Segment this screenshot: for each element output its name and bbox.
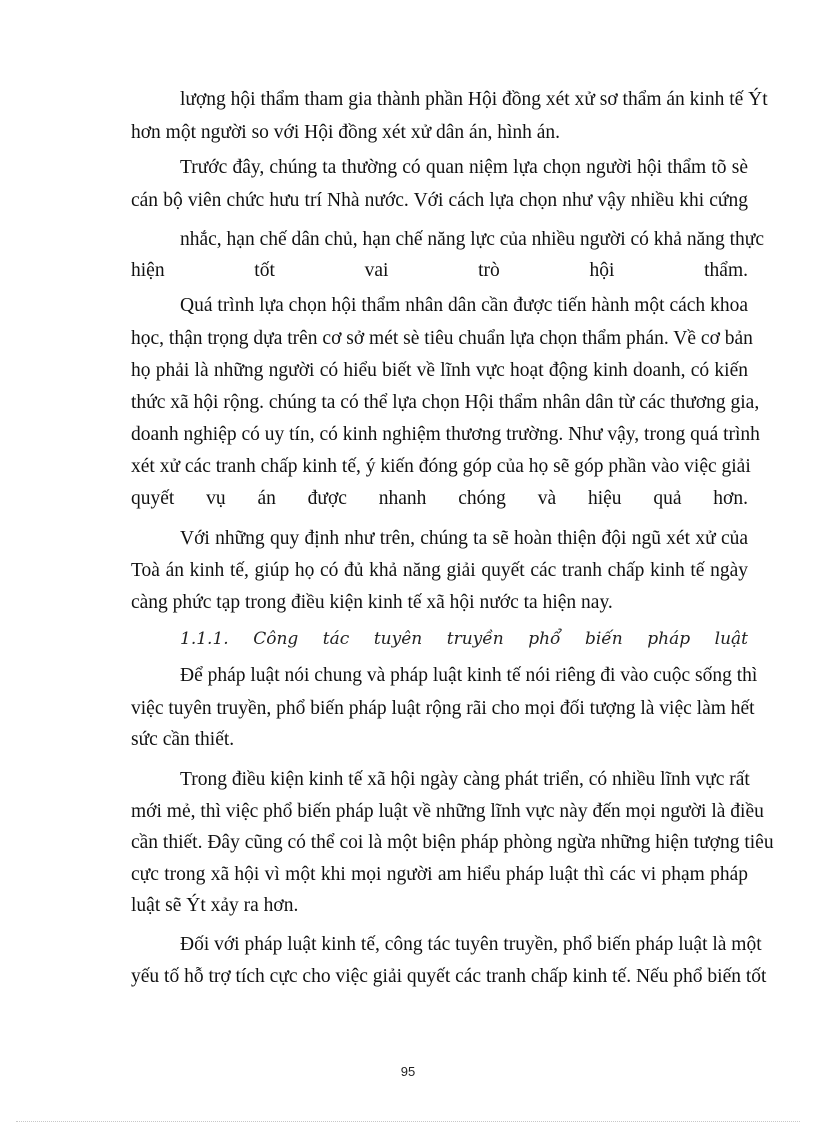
section-heading: 1.1.1. Công tác tuyên truyền phổ biến pháp luật xyxy=(180,629,748,649)
text-line: học, thận trọng dựa trên cơ sở mét sè tiêu chuẩn lựa chọn thẩm phán. Về cơ bản xyxy=(131,328,753,349)
text-line: Trước đây, chúng ta thường có quan niệm lựa chọn người hội thẩm tõ sè xyxy=(180,157,748,178)
text-line: Toà án kinh tế, giúp họ có đủ khả năng giải quyết các tranh chấp kinh tế ngày xyxy=(131,560,748,581)
page-number: 95 xyxy=(400,1064,416,1079)
text-line: thức xã hội rộng. chúng ta có thể lựa chọn Hội thẩm nhân dân từ các thương gia, xyxy=(131,392,760,413)
text-line: họ phải là những người có hiểu biết về lĩnh vực hoạt động kinh doanh, có kiến xyxy=(131,360,748,381)
text-line: nhắc, hạn chế dân chủ, hạn chế năng lực của nhiều người có khả năng thực xyxy=(180,229,765,250)
text-line: cần thiết. Đây cũng có thể coi là một biện pháp phòng ngừa những hiện tượng tiêu xyxy=(131,832,774,853)
text-line: luật sẽ Ýt xảy ra hơn. xyxy=(131,895,299,916)
text-line: yếu tố hỗ trợ tích cực cho việc giải quyết các tranh chấp kinh tế. Nếu phổ biến tốt xyxy=(131,966,767,987)
text-line: doanh nghiệp có uy tín, có kinh nghiệm thương trường. Như vậy, trong quá trình xyxy=(131,424,760,445)
text-line: Với những quy định như trên, chúng ta sẽ hoàn thiện đội ngũ xét xử của xyxy=(180,528,748,549)
text-line: lượng hội thẩm tham gia thành phần Hội đồng xét xử sơ thẩm án kinh tế Ýt xyxy=(180,89,768,110)
text-line: sức cần thiết. xyxy=(131,729,235,750)
text-line: xét xử các tranh chấp kinh tế, ý kiến đóng góp của họ sẽ góp phần vào việc giải xyxy=(131,456,751,477)
text-line: hiện tốt vai trò hội thẩm. xyxy=(131,260,748,281)
text-line: mới mẻ, thì việc phổ biến pháp luật về những lĩnh vực này đến mọi người là điều xyxy=(131,801,764,822)
text-line: cực trong xã hội vì một khi mọi người am hiểu pháp luật thì các vi phạm pháp xyxy=(131,864,748,885)
page-bottom-border xyxy=(16,1121,800,1122)
text-line: Quá trình lựa chọn hội thẩm nhân dân cần được tiến hành một cách khoa xyxy=(180,295,748,316)
text-line: cán bộ viên chức hưu trí Nhà nước. Với cách lựa chọn như vậy nhiều khi cứng xyxy=(131,190,748,211)
text-line: càng phức tạp trong điều kiện kinh tế xã hội nước ta hiện nay. xyxy=(131,592,613,613)
text-line: Đối với pháp luật kinh tế, công tác tuyên truyền, phổ biến pháp luật là một xyxy=(180,934,762,955)
text-line: việc tuyên truyền, phổ biến pháp luật rộng rãi cho mọi đối tượng là việc làm hết xyxy=(131,698,755,719)
text-line: Để pháp luật nói chung và pháp luật kinh tế nói riêng đi vào cuộc sống thì xyxy=(180,665,758,686)
text-line: quyết vụ án được nhanh chóng và hiệu quả hơn. xyxy=(131,488,748,509)
text-line: hơn một người so với Hội đồng xét xử dân án, hình án. xyxy=(131,122,561,143)
text-line: Trong điều kiện kinh tế xã hội ngày càng phát triển, có nhiều lĩnh vực rất xyxy=(180,769,750,790)
